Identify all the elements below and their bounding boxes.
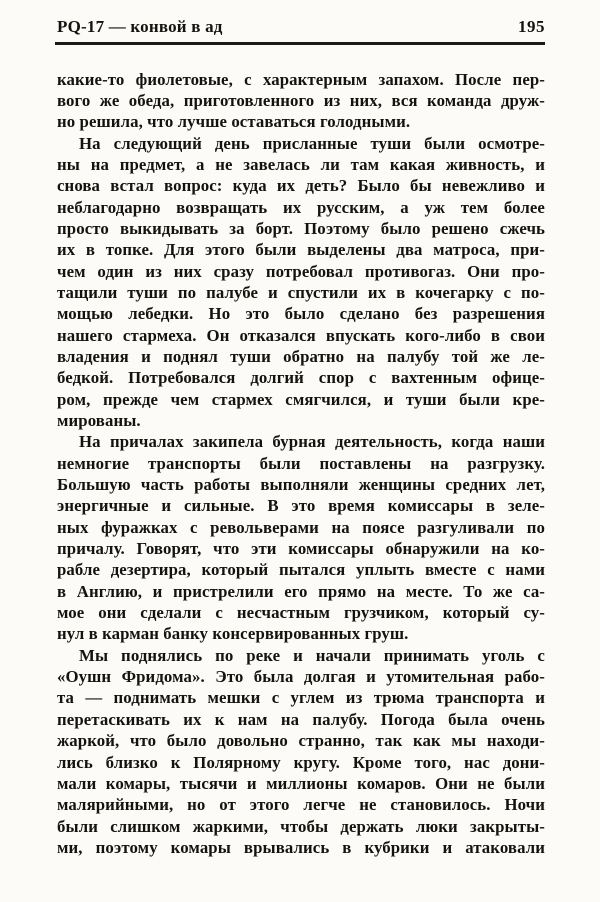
text-line: в Англию, и пристрелили его прямо на месте. То же са- [57,581,545,601]
text-line: перетаскивать их к нам на палубу. Погода была очень [57,709,545,729]
text-line: рабле дезертира, который пытался уплыть вместе с нами [57,560,545,580]
text-line: та — поднимать мешки с углем из трюма транспорта и [57,688,545,708]
text-line: вого же обеда, приготовленного из них, вся команда друж- [57,90,545,110]
text-line: малярийными, но от этого легче не становилось. Ночи [57,795,545,815]
text-line: их в топке. Для этого были выделены два матроса, при- [57,240,545,260]
text-line: ных фуражках с револьверами на поясе разгуливали по [57,517,545,537]
text-line: неблагодарно возвращать их русским, а уж тем более [57,197,545,217]
text-line: ми, поэтому комары врывались в кубрики и атаковали [57,837,545,857]
text-line: ром, прежде чем стармех смягчился, и туши были кре- [57,389,545,409]
text-line: снова встал вопрос: куда их деть? Было бы невежливо и [57,176,545,196]
text-line: нашего стармеха. Он отказался впускать кого-либо в свои [57,325,545,345]
text-line: ны на предмет, а не завелась ли там какая живность, и [57,154,545,174]
text-line: мощью лебедки. Но это было сделано без разрешения [57,304,545,324]
text-line: энергичные и сильные. В это время комиссары в зеле- [57,496,545,516]
text-line: но решила, что лучше оставаться голодными. [57,112,411,132]
page-number: 195 [518,17,545,36]
header-rule [55,42,545,45]
text-line: Большую часть работы выполняли женщины средних лет, [57,475,545,495]
text-line: жаркой, что было довольно странно, так как мы находи- [57,731,545,751]
page-text [57,69,545,859]
text-line: причалу. Говорят, что эти комиссары обнаружили на ко- [57,539,545,559]
text-line: какие-то фиолетовые, с характерным запахом. После пер- [57,69,545,89]
text-line: тащили туши по палубе и спустили их в кочегарку с по- [57,282,545,302]
text-line: Мы поднялись по реке и начали принимать уголь с [79,645,545,665]
text-line: мированы. [57,411,141,430]
text-line: немногие транспорты были поставлены на разгрузку. [57,453,545,473]
text-line: На причалах закипела бурная деятельность, когда наши [79,432,545,452]
text-line: лись близко к Полярному кругу. Кроме того, нас дони- [57,752,545,772]
text-line: были слишком жаркими, чтобы держать люки закрыты- [57,816,545,836]
text-line: «Оушн Фридома». Это была долгая и утомительная рабо- [57,667,545,687]
text-line: На следующий день присланные туши были осмотре- [79,133,545,153]
text-line: чем один из них сразу потребовал противогаз. Они про- [57,261,545,281]
text-line: просто выкидывать за борт. Поэтому было решено сжечь [57,218,545,238]
running-header-title: PQ-17 — конвой в ад [57,17,223,36]
text-line: бедкой. Потребовался долгий спор с вахтенным офице- [57,368,545,388]
text-line: нул в карман банку консервированных груш. [57,624,409,644]
running-header [57,17,545,37]
text-line: мое они сделали с несчастным грузчиком, который су- [57,603,545,623]
text-line: мали комары, тысячи и миллионы комаров. Они не были [57,773,545,793]
text-line: владения и поднял туши обратно на палубу той же ле- [57,346,545,366]
